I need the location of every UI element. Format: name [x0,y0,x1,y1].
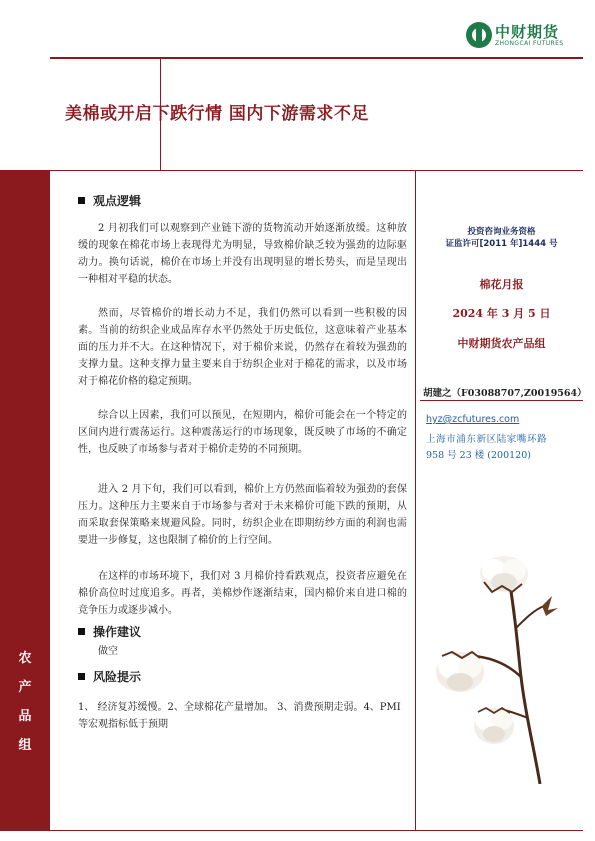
logo-mark-icon [466,22,492,48]
side-band-label [0,644,50,760]
section-heading-advice: 操作建议 [78,623,141,640]
address-line-1: 上海市浦东新区陆家嘴环路 [426,434,548,445]
view-paragraph-5: 在这样的市场环境下，我们对 3 月棉价持看跌观点，投资者应避免在棉价高位时过度追多。再者，美棉炒作逐渐结束，国内棉价来自进口棉的竞争压力或逐步减小。 [78,571,407,616]
bullet-square-icon [78,197,85,204]
section-heading-view: 观点逻辑 [78,192,141,209]
report-type: 棉花月报 [479,278,524,291]
analyst-name: 胡建之（F03088707,Z0019564） [423,388,587,399]
qualification-line-1: 投资咨询业务资格 [467,227,536,237]
report-title: 美棉或开启下跌行情 国内下游需求不足 [65,104,369,124]
company-logo [466,20,581,54]
report-group: 中财期货农产品组 [457,337,546,350]
side-band-char: 品 [18,709,32,724]
cotton-boll-bottom [474,708,514,744]
view-paragraph-2: 然而，尽管棉价的增长动力不足，我们仍然可以看到一些积极的因素。当前的纺织企业成品库存水平仍然处于历史低位，这意味着产业基本面的压力并不大。在这种情况下，对于棉价来说，仍然存在着较为强劲的支撑力量。这种支撑力量主要来自于纺织企业对于棉花的需求，以及市场对于棉花价格的稳定预期。 [78,308,407,387]
logo-name-en: ZHONGCAI FUTURES [495,40,564,47]
footer-rule [0,830,583,831]
cotton-branch-image [422,548,578,784]
analyst-email-link[interactable]: hyz@zcfutures.com [426,414,520,425]
logo-name-cn: 中财期货 [495,23,560,41]
bullet-square-icon [78,673,85,680]
side-band-char: 组 [18,738,32,753]
report-date: 2024 年 3 月 5 日 [452,307,551,320]
side-band [0,170,50,831]
content-column-divider [415,170,416,831]
analyst-divider [420,400,583,401]
section-heading-risk: 风险提示 [78,668,141,685]
cotton-boll-top [480,556,528,592]
address-line-2: 958 号 23 楼 (200120) [426,450,531,461]
view-paragraph-1: 2 月初我们可以观察到产业链下游的货物流动开始逐渐放缓。这种放缓的现象在棉花市场上表现得尤为明显，导致棉价缺乏较为强劲的边际驱动力。换句话说，棉价在市场上并没有出现明显的增长势头，而是呈现出一种相对平稳的状态。 [78,223,407,285]
view-paragraph-3: 综合以上因素，我们可以预见，在短期内，棉价可能会在一个特定的区间内进行震荡运行。这种震荡运行的市场现象，既反映了市场的不确定性，也反映了市场参与者对于棉价走势的不同预期。 [78,410,407,455]
risk-text: 1、 经济复苏缓慢。2、全球棉花产量增加。 3、消费预期走弱。4、PMI 等宏观指标低于预期 [78,702,401,730]
content-top-rule [50,170,583,171]
bullet-square-icon [78,628,85,635]
advice-text: 做空 [98,646,118,657]
cotton-boll-left [436,652,484,692]
qualification-line-2: 证监许可[2011 年]1444 号 [445,239,558,249]
view-paragraph-4: 进入 2 月下旬，我们可以看到，棉价上方仍然面临着较为强劲的套保压力。这种压力主要来自于市场参与者对于未来棉价可能下跌的预期，从而采取套保策略来规避风险。同时，纺织企业在即期纺纱方面的利润也需要进一步修复，这也限制了棉价的上行空间。 [78,484,407,546]
side-band-char: 产 [18,680,32,695]
side-band-char: 农 [18,651,32,666]
header-divider [50,57,583,59]
